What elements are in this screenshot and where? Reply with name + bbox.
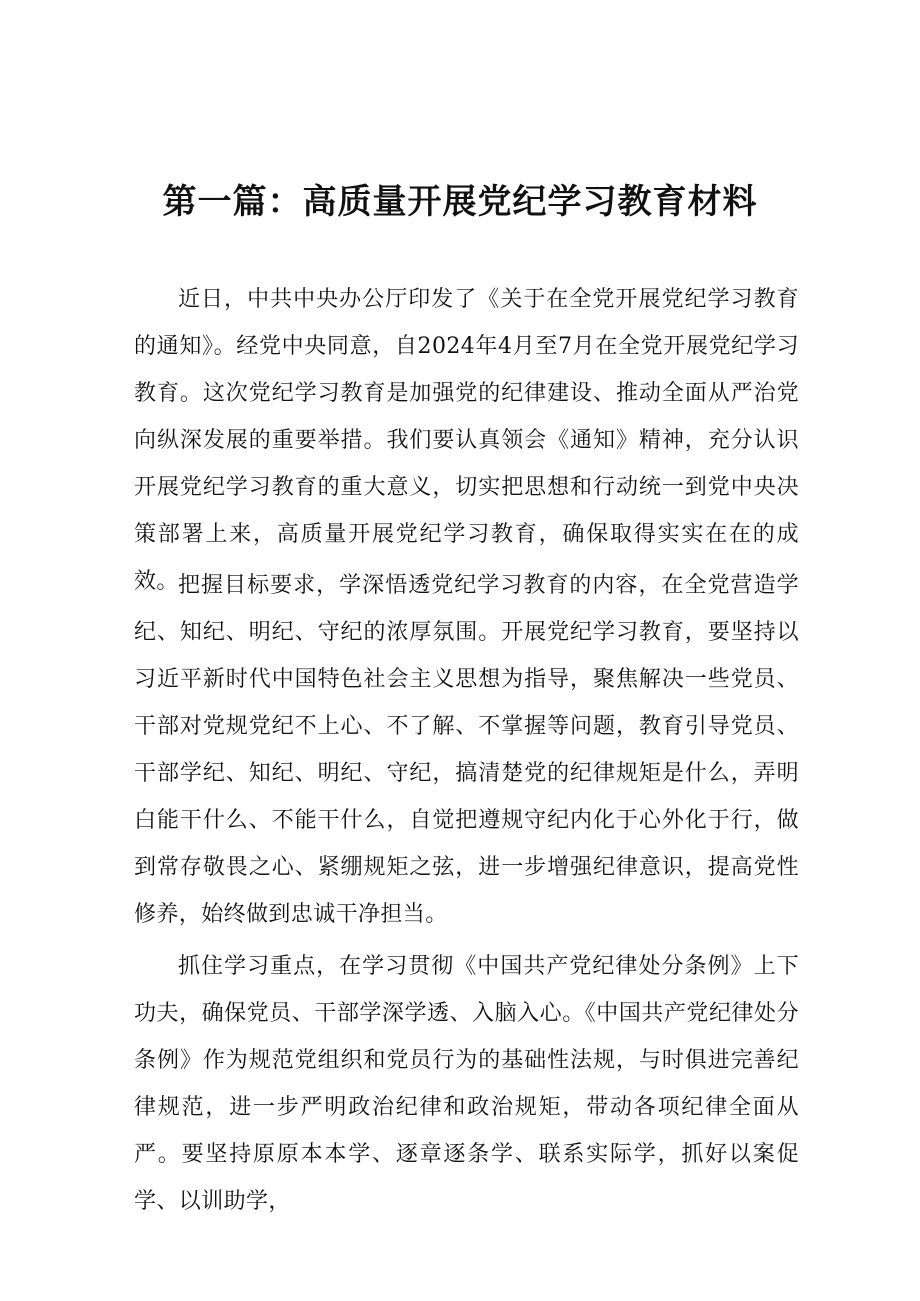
paragraph-2: 把握目标要求，学深悟透党纪学习教育的内容，在全党营造学纪、知纪、明纪、守纪的浓厚氛围。开展党纪学习教育，要坚持以习近平新时代中国特色社会主义思想为指导，聚焦解决一些党员、干部对党规党纪不上心、不了解、不掌握等问题，教育引导党员、干部学纪、知纪、明纪、守纪，搞清楚党的纪律规矩是什么，弄明白能干什么、不能干什么，自觉把遵规守纪内化于心外化于行，做到常存敬畏之心、紧绷规矩之弦，进一步增强纪律意识，提高党性修养，始终做到忠诚干净担当。 (134, 573, 799, 927)
paragraph-3: 抓住学习重点，在学习贯彻《中国共产党纪律处分条例》上下功夫，确保党员、干部学深学透、入脑入心。《中国共产党纪律处分条例》作为规范党组织和党员行为的基础性法规，与时俱进完善纪律规范，进一步严明政治纪律和政治规矩，带动各项纪律全面从严。要坚持原原本本学、逐章逐条学、联系实际学，抓好以案促学、以训助学， (134, 954, 799, 1214)
document-title: 第一篇：高质量开展党纪学习教育材料 (162, 182, 758, 222)
paragraph-1: 近日，中共中央办公厅印发了《关于在全党开展党纪学习教育的通知》。经党中央同意，自2024年4月至7月在全党开展党纪学习教育。这次党纪学习教育是加强党的纪律建设、推动全面从严治党向纵深发展的重要举措。我们要认真领会《通知》精神，充分认识开展党纪学习教育的重大意义，切实把思想和行动统一到党中央决策部署上来，高质量开展党纪学习教育，确保取得实实在在的成效。 (134, 287, 799, 594)
